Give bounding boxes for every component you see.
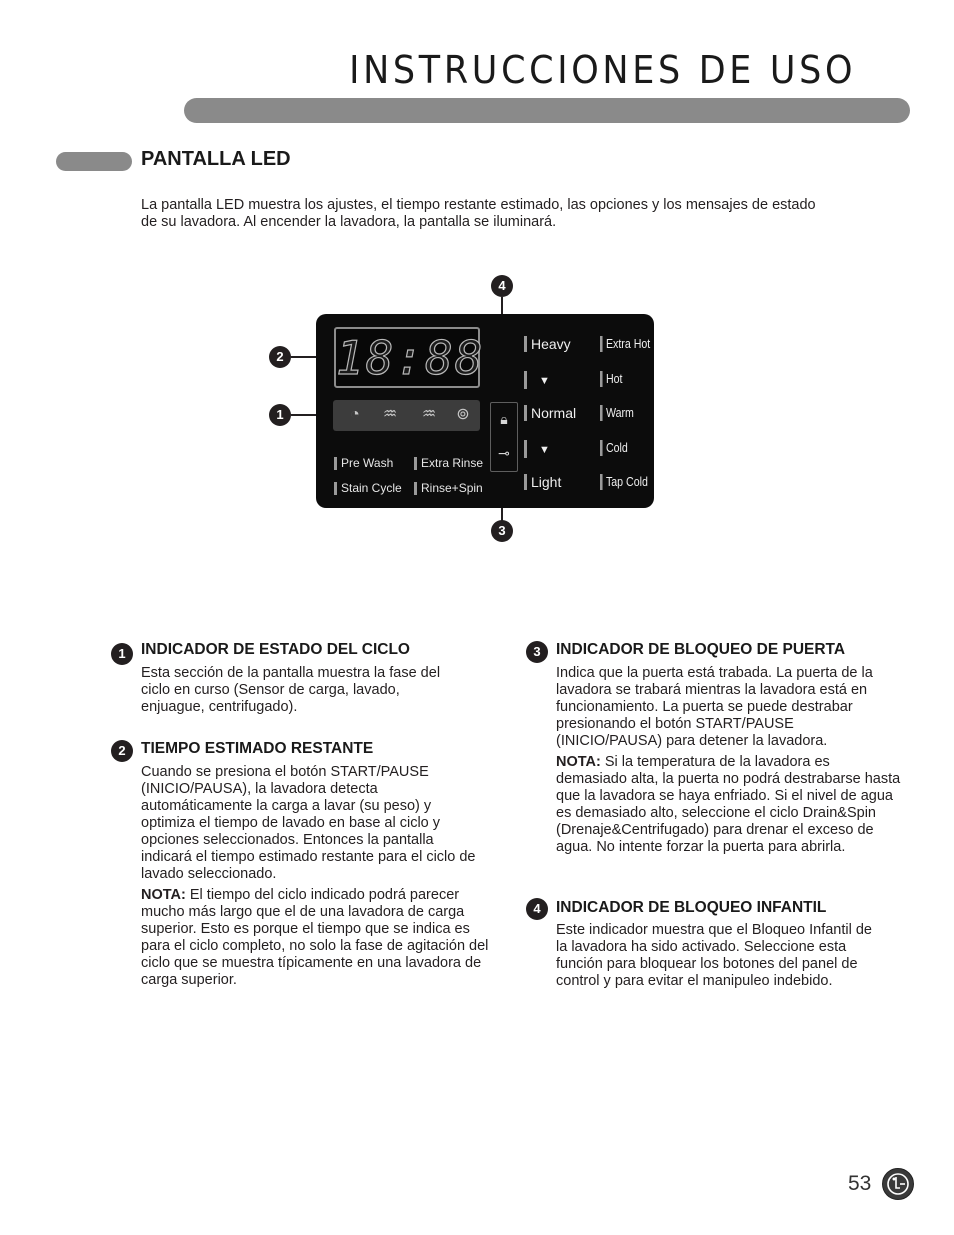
child-lock-icon: 🔒︎ (500, 411, 508, 427)
option-stain-cycle: Stain Cycle (334, 482, 402, 495)
wash-icon: ♒ (382, 406, 398, 423)
soil-light: Light (524, 474, 561, 490)
note-text: Si la temperatura de la lavadora es demasiado alta, la puerta no podrá destrabarse hasta que la lavadora se haya enfriado. Si el nivel de agua es demasiado alto, seleccione el ciclo Drain&Spin (Drenaje&Centrifugado) para drenar el exceso de agua. No intente forzar la puerta para abrirla. (556, 754, 901, 855)
soil-step-down-2 (524, 440, 550, 458)
temp-cold: Cold (600, 440, 628, 456)
temp-warm: Warm (600, 405, 634, 421)
lg-logo-icon (882, 1168, 914, 1200)
temp-tap-cold: Tap Cold (600, 474, 648, 490)
item-4-number: 4 (526, 898, 548, 920)
note-label: NOTA: (141, 887, 186, 903)
note-text: El tiempo del ciclo indicado podrá parecer mucho más largo que el de una lavadora de carga superior. Esto es porque el tiempo que se indica es para el ciclo completo, no solo la fase de agitación del ciclo que se muestra típicamente en una lavadora de carga superior. (141, 887, 489, 988)
soil-step-down-1 (524, 371, 550, 389)
item-2-number: 2 (111, 740, 133, 762)
item-3-number: 3 (526, 641, 548, 663)
rinse-icon: ♒ (421, 406, 437, 423)
spin-icon: ⊚ (456, 406, 470, 423)
temp-extra-hot: Extra Hot (600, 336, 650, 352)
option-extra-rinse: Extra Rinse (414, 457, 483, 470)
item-4-text: Este indicador muestra que el Bloqueo Infantil de la lavadora ha sido activado. Seleccione esta función para bloquear los botones del panel de control y para evitar el manipuleo indebido. (556, 922, 872, 989)
callout-2: 2 (269, 346, 291, 368)
lock-indicators (490, 402, 518, 472)
cycle-status-strip (333, 400, 480, 431)
option-rinse-spin: Rinse+Spin (414, 482, 483, 495)
item-2-text: Cuando se presiona el botón START/PAUSE (INICIO/PAUSA), la lavadora detecta automáticamente la carga a lavar (su peso) y optimiza el tiempo de lavado en base al ciclo y opciones seleccionados. Entonces la pantalla indicará el tiempo estimado restante para el ciclo de lavado seleccionado. (141, 764, 476, 882)
led-display-panel (316, 314, 654, 508)
item-3-title: INDICADOR DE BLOQUEO DE PUERTA (556, 641, 846, 658)
item-1-text: Esta sección de la pantalla muestra la fase del ciclo en curso (Sensor de carga, lavado, enjuague, centrifugado). (141, 665, 441, 715)
temp-hot: Hot (600, 371, 622, 387)
callout-3: 3 (491, 520, 513, 542)
time-digits: 18:88 (336, 331, 485, 385)
time-display (334, 327, 485, 388)
section-title: PANTALLA LED (141, 148, 291, 170)
item-3-note (556, 754, 901, 856)
intro-paragraph: La pantalla LED muestra los ajustes, el tiempo restante estimado, las opciones y los mensajes de estado de su lavadora. Al encender la lavadora, la pantalla se iluminará. (141, 197, 816, 230)
callout-4: 4 (491, 275, 513, 297)
section-marker (56, 152, 132, 171)
soil-heavy: Heavy (524, 336, 571, 352)
soil-normal: Normal (524, 405, 576, 421)
page-title: INSTRUCCIONES DE USO (348, 48, 856, 92)
page-number: 53 (848, 1172, 872, 1195)
callout-1: 1 (269, 404, 291, 426)
arrow-down-icon: ▼ (539, 444, 550, 456)
item-2-title: TIEMPO ESTIMADO RESTANTE (141, 740, 374, 757)
item-1-number: 1 (111, 643, 133, 665)
door-lock-key-icon: ⊸ (498, 445, 510, 461)
header-bar (184, 98, 910, 123)
item-2-note (141, 887, 499, 989)
option-pre-wash: Pre Wash (334, 457, 393, 470)
item-3-text: Indica que la puerta está trabada. La puerta de la lavadora se trabará mientras la lavadora está en funcionamiento. La puerta se puede destrabar presionando el botón START/PAUSE (INICIO/PAUSA) para detener la lavadora. (556, 665, 873, 749)
item-4-title: INDICADOR DE BLOQUEO INFANTIL (556, 899, 827, 916)
item-1-title: INDICADOR DE ESTADO DEL CICLO (141, 641, 410, 658)
note-label: NOTA: (556, 754, 601, 770)
arrow-down-icon: ▼ (539, 375, 550, 387)
sensor-icon: ◔ (350, 406, 360, 423)
